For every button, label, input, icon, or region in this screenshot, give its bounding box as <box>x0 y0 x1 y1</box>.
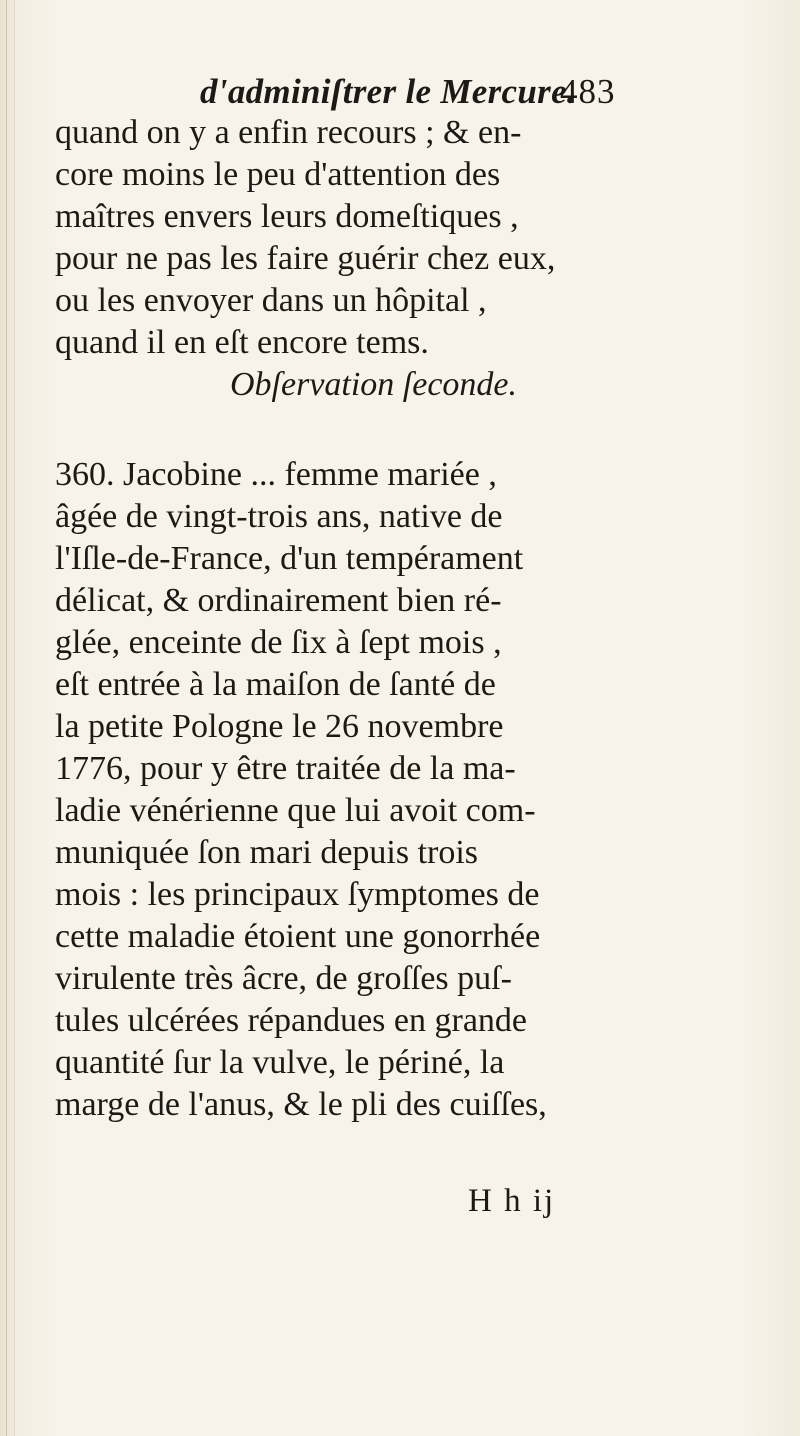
text-line: l'Iſle-de-France, d'un tempérament <box>55 540 524 577</box>
text-line: core moins le peu d'attention des <box>55 156 501 193</box>
page-number: 483 <box>560 72 616 111</box>
text-line: cette maladie étoient une gonorrhée <box>55 918 541 955</box>
text-line: quand il en eſt encore tems. <box>55 324 429 361</box>
text-line: la petite Pologne le 26 novembre <box>55 708 504 745</box>
text-line: quand on y a enfin recours ; & en- <box>55 114 522 151</box>
text-line: pour ne pas les faire guérir chez eux, <box>55 240 556 277</box>
text-line: marge de l'anus, & le pli des cuiſſes, <box>55 1086 547 1123</box>
text-line: âgée de vingt-trois ans, native de <box>55 498 503 535</box>
text-line: maîtres envers leurs domeſtiques , <box>55 198 519 235</box>
text-line: ladie vénérienne que lui avoit com- <box>55 792 536 829</box>
text-line: 1776, pour y être traitée de la ma- <box>55 750 516 787</box>
running-title: d'adminiſtrer le Mercure. <box>200 72 576 111</box>
text-line: muniquée ſon mari depuis trois <box>55 834 479 871</box>
page-edge-line <box>6 0 7 1436</box>
page-header <box>200 72 760 116</box>
text-line: quantité ſur la vulve, le périné, la <box>55 1044 505 1081</box>
text-line: glée, enceinte de ſix à ſept mois , <box>55 624 502 661</box>
text-line: virulente très âcre, de groſſes puſ- <box>55 960 512 997</box>
text-line: ou les envoyer dans un hôpital , <box>55 282 487 319</box>
text-line: eſt entrée à la maiſon de ſanté de <box>55 666 496 703</box>
section-heading: Obſervation ſeconde. <box>230 366 518 403</box>
text-line: tules ulcérées répandues en grande <box>55 1002 527 1039</box>
page-edge-line <box>14 0 15 1436</box>
text-line: mois : les principaux ſymptomes de <box>55 876 540 913</box>
text-line: 360. Jacobine ... femme mariée , <box>55 456 497 493</box>
signature-mark: H h ij <box>468 1183 556 1219</box>
text-line: délicat, & ordinairement bien ré- <box>55 582 502 619</box>
